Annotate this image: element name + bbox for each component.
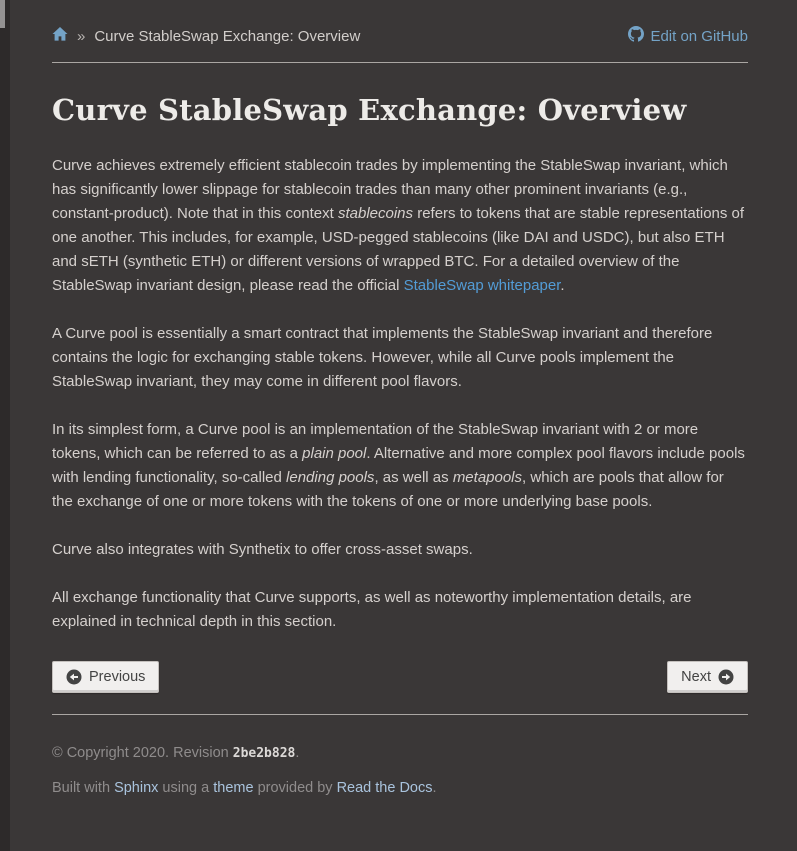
previous-button[interactable] bbox=[52, 661, 159, 693]
next-button-label: Next bbox=[681, 669, 711, 685]
built-with-text: . bbox=[432, 780, 437, 796]
copyright-line bbox=[52, 742, 748, 765]
github-icon bbox=[628, 26, 644, 46]
edit-on-github-label: Edit on GitHub bbox=[650, 27, 748, 45]
paragraph-text-italic: metapools bbox=[452, 469, 523, 486]
copyright-text: . bbox=[295, 745, 300, 761]
bottom-divider bbox=[52, 714, 748, 715]
built-with-text: Built with bbox=[52, 780, 115, 796]
read-the-docs-link[interactable]: Read the Docs bbox=[336, 780, 433, 796]
stableswap-whitepaper-link[interactable]: StableSwap whitepaper bbox=[403, 277, 561, 294]
arrow-circle-left-icon bbox=[66, 669, 82, 685]
next-button[interactable] bbox=[667, 661, 748, 693]
edit-on-github-link[interactable] bbox=[628, 26, 748, 46]
built-with-text: using a bbox=[158, 780, 214, 796]
paragraph-1 bbox=[52, 154, 748, 298]
paragraph-text: , as well as bbox=[374, 469, 453, 486]
paragraph-3 bbox=[52, 418, 748, 514]
breadcrumb-separator: » bbox=[77, 27, 86, 45]
sphinx-link[interactable]: Sphinx bbox=[114, 780, 159, 796]
home-icon bbox=[52, 26, 68, 46]
paragraph-text: Curve also integrates with Synthetix to offer cross-asset swaps. bbox=[52, 541, 473, 558]
top-divider bbox=[52, 62, 748, 63]
paragraph-text: In its simplest form, a Curve pool is an implementation of the StableSwap invariant with 2 or more tokens, which can be referred to as a bbox=[52, 421, 699, 462]
built-with-text: provided by bbox=[253, 780, 337, 796]
paragraph-text-italic: plain pool bbox=[302, 445, 367, 462]
paragraph-text: A Curve pool is essentially a smart contract that implements the StableSwap invariant and therefore contains the logic for exchanging stable tokens. However, while all Curve pools implement the StableSwap invariant, they may come in different pool flavors. bbox=[52, 325, 713, 390]
paragraph-text-italic: lending pools bbox=[286, 469, 375, 486]
previous-button-label: Previous bbox=[89, 669, 146, 685]
breadcrumb-trail bbox=[52, 26, 360, 46]
paragraph-text: . Alternative and more complex pool flavors include pools with lending functionality, so-called bbox=[52, 445, 745, 486]
page-title: Curve StableSwap Exchange: Overview bbox=[52, 93, 687, 127]
scrollbar-thumb[interactable] bbox=[0, 0, 5, 28]
paragraph-5 bbox=[52, 586, 748, 634]
paragraph-4 bbox=[52, 538, 748, 562]
theme-link[interactable]: theme bbox=[213, 780, 254, 796]
paragraph-2 bbox=[52, 322, 748, 394]
paragraph-text: refers to tokens that are stable representations of one another. This includes, for example, USD-pegged stablecoins (like DAI and USDC), but also ETH and sETH (synthetic ETH) or different versions of wrapped BTC. For a detailed overview of the StableSwap invariant design, please read the official bbox=[52, 205, 745, 294]
paragraph-text-italic: stablecoins bbox=[337, 205, 414, 222]
paragraph-text: , which are pools that allow for the exchange of one or more tokens with the tokens of one or more underlying base pools. bbox=[52, 469, 724, 510]
home-link[interactable] bbox=[52, 26, 68, 46]
sidebar-edge bbox=[0, 0, 10, 851]
paragraph-text: Curve achieves extremely efficient stablecoin trades by implementing the StableSwap invariant, which has significantly lower slippage for stablecoin trades than many other prominent invariants (e.g., constant-product). Note that in this context bbox=[52, 157, 728, 222]
paragraph-text: . bbox=[560, 277, 565, 294]
revision-code: 2be2b828 bbox=[232, 746, 296, 761]
breadcrumb bbox=[52, 26, 748, 46]
built-with-line bbox=[52, 777, 748, 799]
main-content bbox=[10, 0, 797, 799]
page-footer bbox=[52, 742, 748, 799]
breadcrumb-current: Curve StableSwap Exchange: Overview bbox=[94, 27, 361, 45]
copyright-text: © Copyright 2020. Revision bbox=[52, 745, 233, 761]
pagination bbox=[52, 661, 748, 693]
paragraph-text: All exchange functionality that Curve supports, as well as noteworthy implementation details, are explained in technical depth in this section. bbox=[52, 589, 692, 630]
arrow-circle-right-icon bbox=[718, 669, 734, 685]
